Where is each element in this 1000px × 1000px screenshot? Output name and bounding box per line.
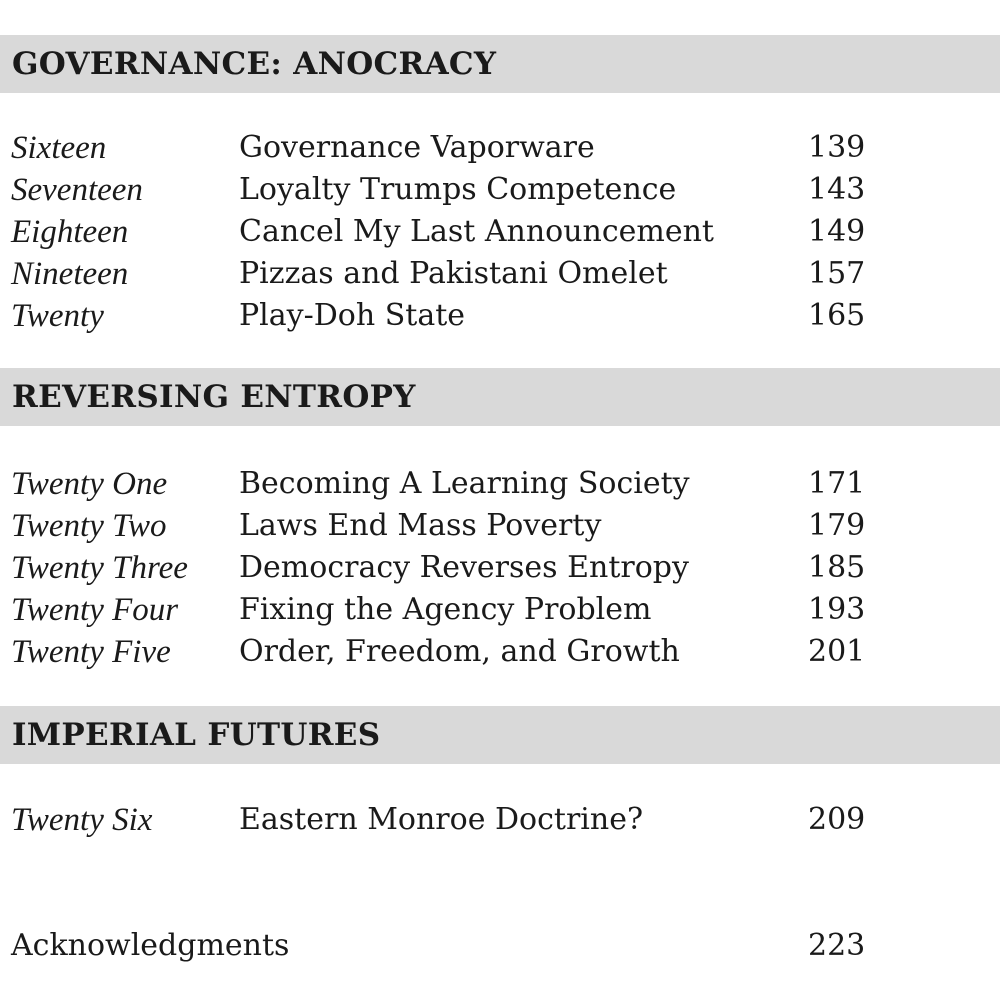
toc-entry[interactable] bbox=[0, 547, 1000, 589]
chapter-number: Seventeen bbox=[11, 172, 143, 208]
section-header-governance bbox=[0, 35, 1000, 93]
page-number: 149 bbox=[808, 214, 866, 249]
page-number: 139 bbox=[808, 130, 866, 165]
toc-entry[interactable] bbox=[0, 127, 1000, 169]
chapter-title: Order, Freedom, and Growth bbox=[239, 634, 680, 669]
chapter-number: Nineteen bbox=[11, 256, 129, 292]
chapter-number: Twenty Three bbox=[11, 550, 188, 586]
page-number: 165 bbox=[808, 298, 866, 333]
chapter-number: Twenty Six bbox=[11, 802, 153, 838]
chapter-title: Cancel My Last Announcement bbox=[239, 214, 714, 249]
page-number: 179 bbox=[808, 508, 866, 543]
chapter-number: Sixteen bbox=[11, 130, 107, 166]
page-number: 157 bbox=[808, 256, 866, 291]
section-heading: IMPERIAL FUTURES bbox=[12, 717, 381, 753]
page-number: 201 bbox=[808, 634, 866, 669]
toc-entry[interactable] bbox=[0, 295, 1000, 337]
chapter-number: Twenty bbox=[11, 298, 104, 334]
toc-entry-acknowledgments[interactable] bbox=[0, 925, 1000, 967]
section-header-reversing-entropy bbox=[0, 368, 1000, 426]
toc-entry[interactable] bbox=[0, 589, 1000, 631]
chapter-number: Twenty Five bbox=[11, 634, 171, 670]
toc-entry[interactable] bbox=[0, 463, 1000, 505]
page-number: 193 bbox=[808, 592, 866, 627]
section-heading: GOVERNANCE: ANOCRACY bbox=[12, 46, 497, 82]
page-number: 143 bbox=[808, 172, 866, 207]
section-heading: REVERSING ENTROPY bbox=[12, 379, 416, 415]
chapter-number: Twenty One bbox=[11, 466, 168, 502]
section-header-imperial-futures bbox=[0, 706, 1000, 764]
chapter-number: Twenty Two bbox=[11, 508, 167, 544]
chapter-title: Eastern Monroe Doctrine? bbox=[239, 802, 644, 837]
toc-entry[interactable] bbox=[0, 799, 1000, 841]
chapter-number: Twenty Four bbox=[11, 592, 179, 628]
chapter-number: Eighteen bbox=[11, 214, 129, 250]
toc-entry[interactable] bbox=[0, 253, 1000, 295]
chapter-title: Loyalty Trumps Competence bbox=[239, 172, 677, 207]
chapter-title: Pizzas and Pakistani Omelet bbox=[239, 256, 668, 291]
page-number: 185 bbox=[808, 550, 866, 585]
chapter-title: Play-Doh State bbox=[239, 298, 466, 333]
chapter-title: Governance Vaporware bbox=[239, 130, 595, 165]
chapter-title: Laws End Mass Poverty bbox=[239, 508, 602, 543]
chapter-title: Fixing the Agency Problem bbox=[239, 592, 652, 627]
page-number: 171 bbox=[808, 466, 866, 501]
toc-entry[interactable] bbox=[0, 505, 1000, 547]
toc-entry[interactable] bbox=[0, 169, 1000, 211]
back-matter-title: Acknowledgments bbox=[11, 928, 290, 963]
toc-entry[interactable] bbox=[0, 211, 1000, 253]
page-number: 209 bbox=[808, 802, 866, 837]
chapter-title: Democracy Reverses Entropy bbox=[239, 550, 689, 585]
page-number: 223 bbox=[808, 928, 866, 963]
toc-entry[interactable] bbox=[0, 631, 1000, 673]
chapter-title: Becoming A Learning Society bbox=[239, 466, 690, 501]
